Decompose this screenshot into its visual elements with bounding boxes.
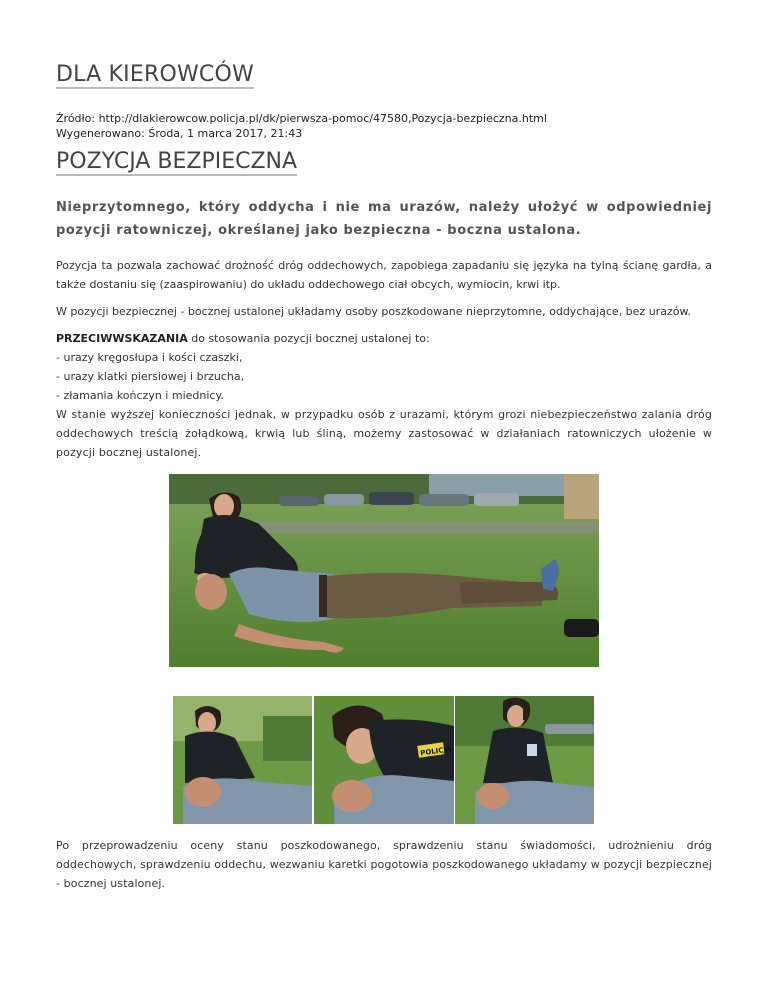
police-badge-text: POLICJA <box>419 745 452 758</box>
breathing-check-photo <box>314 696 454 824</box>
contraindication-item: - urazy kręgosłupa i kości czaszki, <box>56 351 243 364</box>
step-photo-3 <box>455 696 594 824</box>
contraindications-intro <box>56 329 712 348</box>
contraindications-label: PRZECIWWSKAZANIA <box>56 332 188 345</box>
step-photo-1 <box>173 696 312 824</box>
recovery-position-photo <box>169 474 599 667</box>
contraindications-rest: do stosowania pozycji bocznej ustalonej to: <box>187 332 430 345</box>
main-photo <box>169 474 599 667</box>
paragraph-purpose: Pozycja ta pozwala zachować drożność dróg oddechowych, zapobiega zapadaniu się języka na tylną ścianę gardła, a także dostaniu się (zaaspirowaniu) do układu oddechowego ciał obcych, wymiocin, krwi itp. <box>56 259 712 291</box>
step-photo-2 <box>314 696 454 824</box>
article-lead: Nieprzytomnego, który oddycha i nie ma urazów, należy ułożyć w odpowiedniej pozycji ratowniczej, określanej jako bezpieczna - boczna ustalona. <box>56 200 712 238</box>
source-line: Źródło: http://dlakierowcow.policja.pl/dk/pierwsza-pomoc/47580,Pozycja-bezpieczna.html <box>56 112 547 125</box>
contraindication-item: - urazy klatki piersiowej i brzucha, <box>56 370 245 383</box>
paragraph-indications: W pozycji bezpiecznej - bocznej ustalonej układamy osoby poszkodowane nieprzytomne, oddychające, bez urazów. <box>56 305 691 318</box>
paragraph-exception: W stanie wyższej konieczności jednak, w przypadku osób z urazami, którym grozi niebezpieczeństwo zalania dróg oddechowych treścią żołądkową, krwią lub śliną, możemy zastosować w działaniach ratowniczych ułożenie w pozycji bocznej ustalonej. <box>56 408 712 459</box>
contraindications-block <box>56 329 712 405</box>
paragraph-procedure: Po przeprowadzeniu oceny stanu poszkodowanego, sprawdzeniu stanu świadomości, udrożnieniu dróg oddechowych, sprawdzeniu oddechu, wezwaniu karetki pogotowia poszkodowanego układamy w pozycji bezpiecznej - bocznej ustalonej. <box>56 839 712 890</box>
emergency-call-photo <box>455 696 594 824</box>
article-title: POZYCJA BEZPIECZNA <box>56 149 298 174</box>
document-meta <box>56 111 547 141</box>
airway-check-photo <box>173 696 312 824</box>
generated-line: Wygenerowano: Środa, 1 marca 2017, 21:43 <box>56 127 303 140</box>
site-title: DLA KIEROWCÓW <box>56 62 254 87</box>
contraindication-item: - złamania kończyn i miednicy. <box>56 389 224 402</box>
